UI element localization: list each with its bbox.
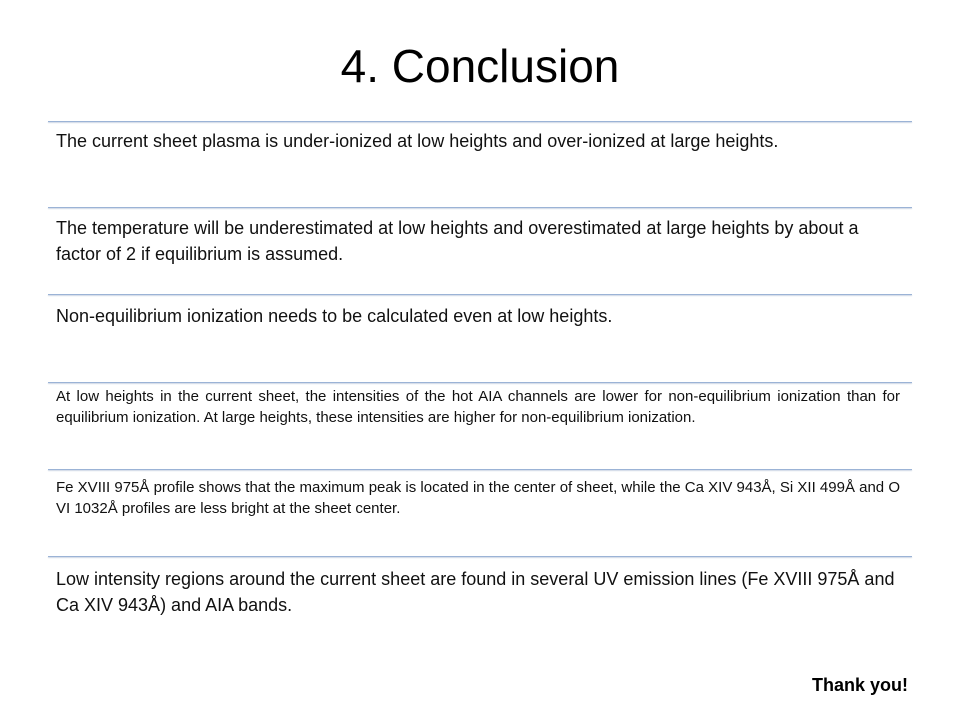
divider (48, 207, 912, 208)
divider (48, 469, 912, 470)
conclusion-item-4: At low heights in the current sheet, the intensities of the hot AIA channels are lower for non-equilibrium ionization than for equilibrium ionization. At large heights, these intensities are higher for non-equilibrium ionization. (56, 388, 900, 426)
divider (48, 382, 912, 383)
conclusion-item-1: The current sheet plasma is under-ionized at low heights and over-ionized at large heights. (56, 131, 779, 151)
divider (48, 556, 912, 557)
slide-title: 4. Conclusion (340, 40, 620, 92)
thank-you-text: Thank you! (811, 675, 908, 695)
conclusion-item-5: Fe XVIII 975Å profile shows that the maximum peak is located in the center of sheet, while the Ca XIV 943Å, Si XII 499Å and O VI 1032Å profiles are less bright at the sheet center. (56, 479, 900, 517)
conclusion-item-6: Low intensity regions around the current sheet are found in several UV emission lines (Fe XVIII 975Å and Ca XIV 943Å) and AIA bands. (56, 569, 895, 615)
conclusion-item-2: The temperature will be underestimated at low heights and overestimated at large heights by about a factor of 2 if equilibrium is assumed. (56, 218, 859, 264)
divider (48, 121, 912, 122)
divider (48, 294, 912, 295)
conclusion-item-3: Non-equilibrium ionization needs to be calculated even at low heights. (56, 306, 613, 326)
